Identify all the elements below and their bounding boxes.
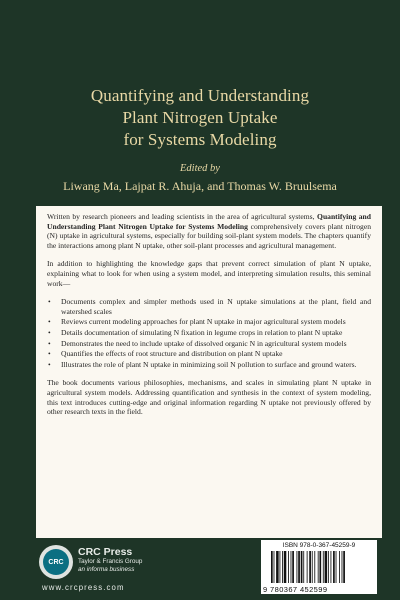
bullet-icon: •	[48, 317, 51, 327]
edited-by-label: Edited by	[180, 163, 220, 174]
publisher-block	[78, 546, 142, 574]
description-text	[47, 212, 371, 426]
bullet-icon: •	[48, 327, 51, 337]
title-line-2: Plant Nitrogen Uptake	[122, 108, 278, 127]
para1-intro: Written by research pioneers and leading scientists in the area of agricultural systems,	[47, 212, 318, 221]
isbn-label: ISBN 978-0-367-45259-9	[282, 542, 356, 549]
feature-list	[47, 297, 371, 369]
list-item	[47, 360, 371, 370]
crc-press-logo-icon	[39, 545, 73, 579]
description-paragraph-1	[47, 212, 371, 250]
publisher-business: an informa business	[78, 566, 135, 573]
title-line-1: Quantifying and Understanding	[90, 86, 310, 105]
logo-text: CRC	[43, 549, 69, 575]
bullet-icon: •	[48, 297, 51, 307]
list-item	[47, 349, 371, 359]
description-panel	[36, 206, 382, 538]
barcode-digits: 9 780367 452599	[263, 585, 328, 594]
list-item-text: Demonstrates the need to include uptake of dissolved organic N in agricultural system models	[61, 338, 347, 348]
list-item	[47, 297, 371, 316]
list-item-text: Documents complex and simpler methods used in N uptake simulations at the plant, field and watershed scales	[61, 297, 371, 316]
description-paragraph-2: In addition to highlighting the knowledge gaps that prevent correct simulation of plant N uptake, explaining what to look for when using a system model, and interpreting simulation results, this seminal work—	[47, 259, 371, 288]
list-item-text: Reviews current modeling approaches for plant N uptake in major agricultural system models	[61, 317, 346, 327]
publisher-website: www.crcpress.com	[42, 583, 125, 592]
list-item-text: Illustrates the role of plant N uptake in minimizing soil N pollution to surface and ground waters.	[61, 359, 357, 369]
editor-names: Liwang Ma, Lajpat R. Ahuja, and Thomas W. Bruulsema	[63, 179, 337, 193]
list-item	[47, 339, 371, 349]
para1-rest: comprehensively covers plant nitrogen (N) uptake in agricultural systems, especially for building soil-plant system models. The chapters quantify the interactions among plant N uptake, other soil-plant processes and agricultural management.	[47, 221, 371, 250]
description-paragraph-3: The book documents various philosophies, mechanisms, and scales in simulating plant N uptake in agricultural system models. Addressing quantification and synthesis in the context of system modeling, this text introduces cutting-edge and original information regarding N uptake not previously offered by other research texts in the field.	[47, 378, 371, 417]
publisher-name: CRC Press	[78, 546, 133, 558]
list-item	[47, 328, 371, 338]
book-title	[0, 85, 400, 151]
bullet-icon: •	[48, 349, 51, 359]
para1-book-title: Quantifying and Understanding Plant Nitrogen Uptake for Systems Modeling	[47, 212, 372, 231]
bullet-icon: •	[48, 338, 51, 348]
barcode-icon	[265, 551, 373, 585]
list-item	[47, 317, 371, 327]
editors-block	[0, 162, 400, 194]
list-item-text: Details documentation of simulating N fixation in legume crops in relation to plant N uptake	[61, 327, 343, 337]
title-line-3: for Systems Modeling	[123, 130, 277, 149]
bullet-icon: •	[48, 359, 51, 369]
publisher-group: Taylor & Francis Group	[78, 558, 143, 565]
list-item-text: Quantifies the effects of root structure and distribution on plant N uptake	[61, 349, 283, 359]
barcode-box	[261, 540, 377, 594]
